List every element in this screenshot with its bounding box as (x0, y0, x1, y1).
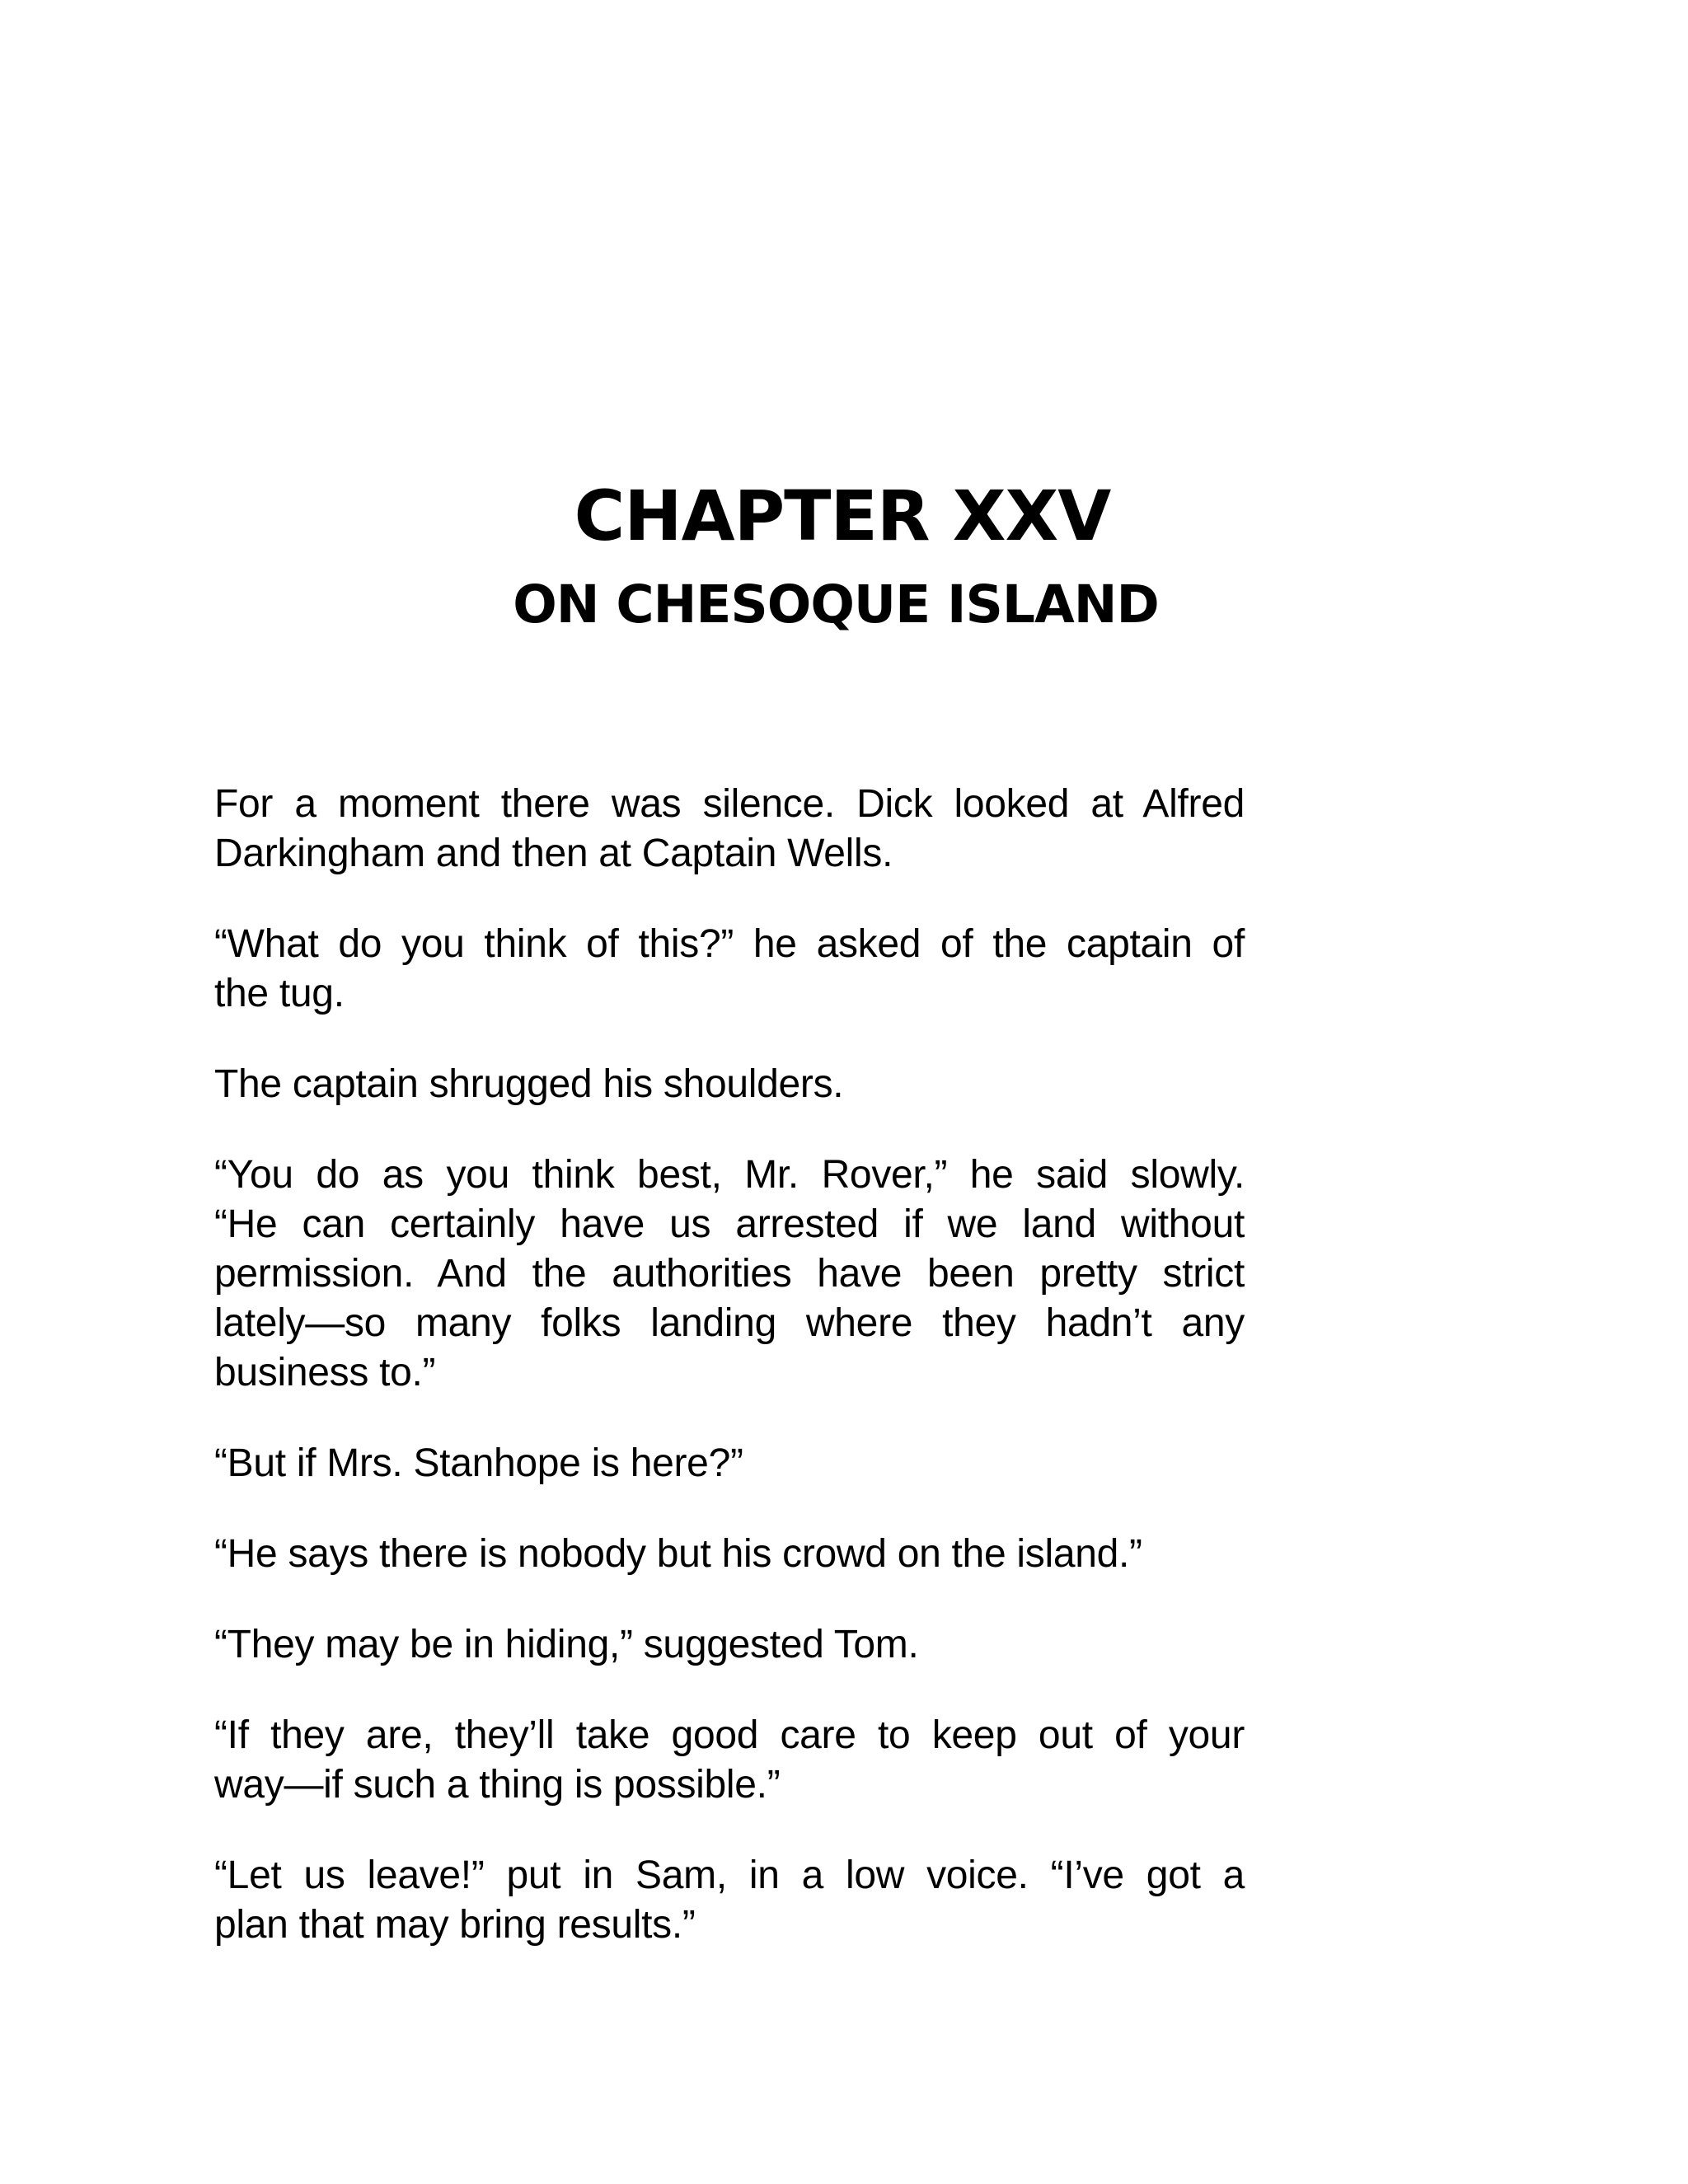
text-line: “He says there is nobody but his crowd on the island.” (214, 1532, 1142, 1576)
paragraph (214, 920, 1245, 1019)
chapter-body (214, 780, 1245, 1991)
paragraph (214, 1530, 1245, 1579)
text-line: “But if Mrs. Stanhope is here?” (214, 1441, 743, 1485)
text-line: business to.” (214, 1351, 436, 1394)
text-line: “Let us leave!” put in Sam, in a low voice. “I’ve got a (214, 1854, 1245, 1897)
text-line: plan that may bring results.” (214, 1903, 696, 1947)
paragraph (214, 1151, 1245, 1398)
paragraph (214, 780, 1245, 879)
paragraph (214, 1711, 1245, 1810)
text-line: The captain shrugged his shoulders. (214, 1062, 844, 1106)
paragraph (214, 1060, 1245, 1109)
text-line: way—if such a thing is possible.” (214, 1763, 781, 1807)
text-line: “He can certainly have us arrested if we land without (214, 1202, 1245, 1246)
chapter-heading: CHAPTER XXV (574, 476, 1111, 556)
text-line: “They may be in hiding,” suggested Tom. (214, 1623, 919, 1666)
text-line: For a moment there was silence. Dick looked at Alfred (214, 782, 1245, 826)
text-line: “What do you think of this?” he asked of the captain of (214, 922, 1245, 966)
paragraph (214, 1851, 1245, 1950)
paragraph (214, 1439, 1245, 1488)
text-line: the tug. (214, 972, 345, 1015)
text-line: “If they are, they’ll take good care to keep out of your (214, 1713, 1245, 1757)
chapter-subtitle: ON CHESOQUE ISLAND (513, 574, 1159, 635)
text-line: permission. And the authorities have been pretty strict (214, 1252, 1245, 1296)
text-line: lately—so many folks landing where they hadn’t any (214, 1301, 1245, 1345)
text-line: “You do as you think best, Mr. Rover,” he said slowly. (214, 1153, 1245, 1197)
text-line: Darkingham and then at Captain Wells. (214, 832, 893, 875)
paragraph (214, 1620, 1245, 1670)
